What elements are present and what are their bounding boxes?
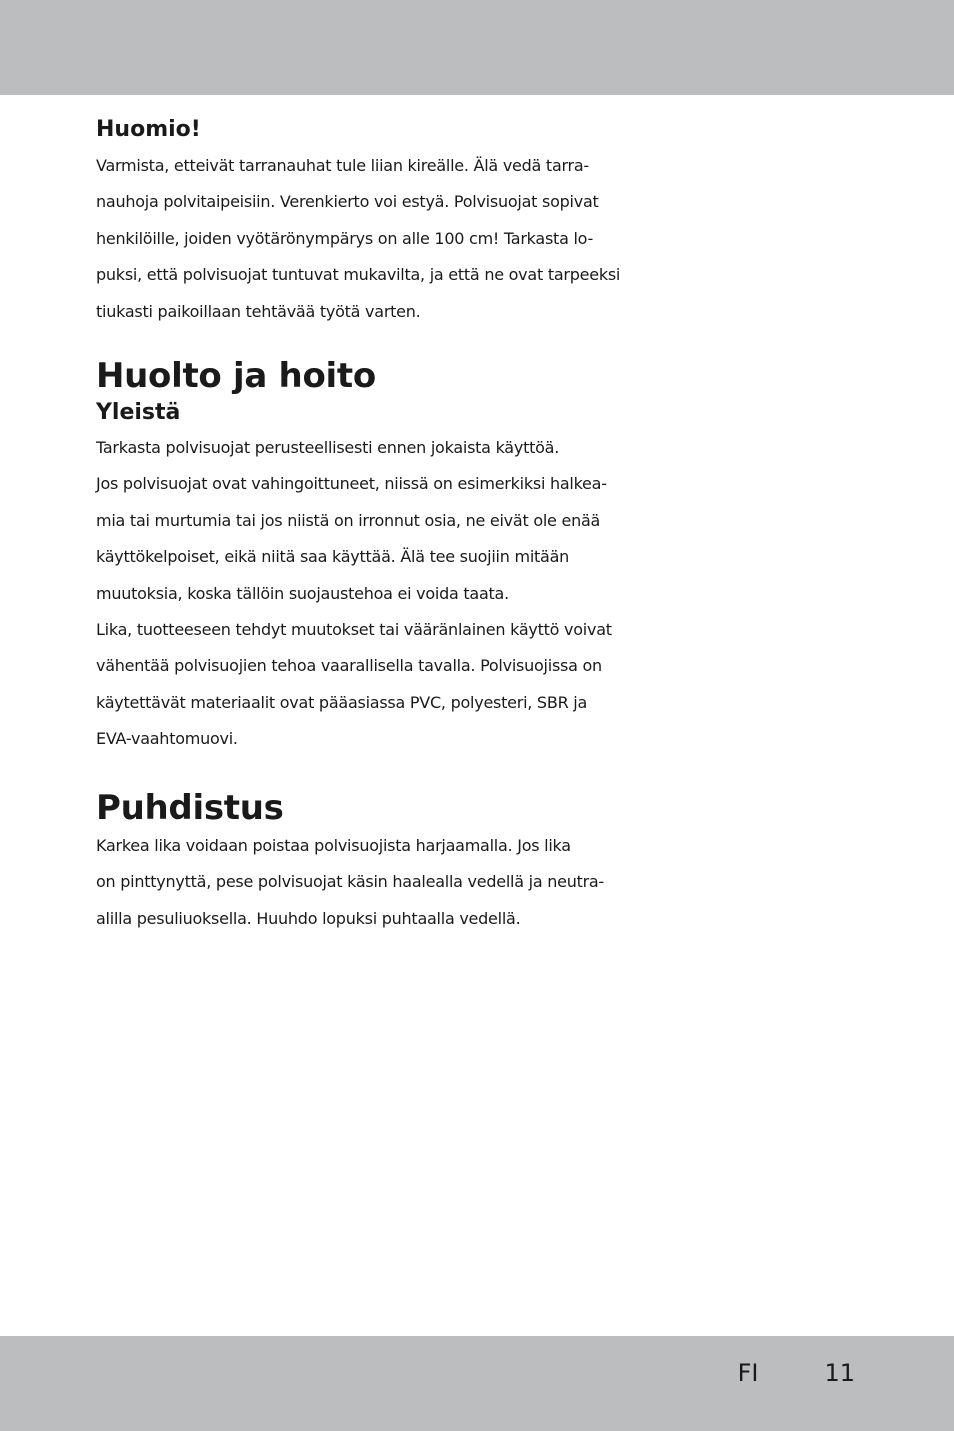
notice-line: Varmista, etteivät tarranauhat tule liian kireälle. Älä vedä tarra- xyxy=(96,156,589,175)
cleaning-line: Karkea lika voidaan poistaa polvisuojista harjaamalla. Jos lika xyxy=(96,835,571,855)
care-subheading: Yleistä xyxy=(96,400,181,426)
care-line: muutoksia, koska tällöin suojaustehoa ei voida taata. xyxy=(96,583,509,603)
care-line: Tarkasta polvisuojat perusteellisesti ennen jokaista käyttöä. xyxy=(96,438,560,458)
cleaning-paragraph xyxy=(96,828,866,937)
notice-line: henkilöille, joiden vyötärönympärys on alle 100 cm! Tarkasta lo- xyxy=(96,228,594,248)
notice-paragraph xyxy=(96,148,866,330)
language-code: FI xyxy=(737,1359,759,1387)
care-line: Lika, tuotteeseen tehdyt muutokset tai vääränlainen käyttö voivat xyxy=(96,620,612,640)
notice-line: nauhoja polvitaipeisiin. Verenkierto voi estyä. Polvisuojat sopivat xyxy=(96,192,599,212)
care-line: käyttökelpoiset, eikä niitä saa käyttää. Älä tee suojiin mitään xyxy=(96,547,570,567)
notice-title: Huomio! xyxy=(96,117,201,142)
care-line: mia tai murtumia tai jos niistä on irronnut osia, ne eivät ole enää xyxy=(96,510,601,530)
page-content xyxy=(96,112,866,937)
cleaning-heading: Puhdistus xyxy=(96,787,284,828)
care-line: käytettävät materiaalit ovat pääasiassa PVC, polyesteri, SBR ja xyxy=(96,692,588,712)
notice-line: puksi, että polvisuojat tuntuvat mukavilta, ja että ne ovat tarpeeksi xyxy=(96,265,621,285)
cleaning-line: on pinttynyttä, pese polvisuojat käsin haalealla vedellä ja neutra- xyxy=(96,872,605,892)
header-band xyxy=(0,0,954,95)
care-paragraph xyxy=(96,430,866,758)
notice-line: tiukasti paikoillaan tehtävää työtä varten. xyxy=(96,301,421,321)
page-number: 11 xyxy=(824,1359,855,1387)
care-heading: Huolto ja hoito xyxy=(96,356,376,397)
care-line: Jos polvisuojat ovat vahingoittuneet, niissä on esimerkiksi halkea- xyxy=(96,474,607,494)
care-line: EVA-vaahtomuovi. xyxy=(96,729,238,749)
cleaning-line: alilla pesuliuoksella. Huuhdo lopuksi puhtaalla vedellä. xyxy=(96,908,521,928)
care-line: vähentää polvisuojien tehoa vaarallisella tavalla. Polvisuojissa on xyxy=(96,656,602,676)
page-footer xyxy=(738,1356,855,1390)
